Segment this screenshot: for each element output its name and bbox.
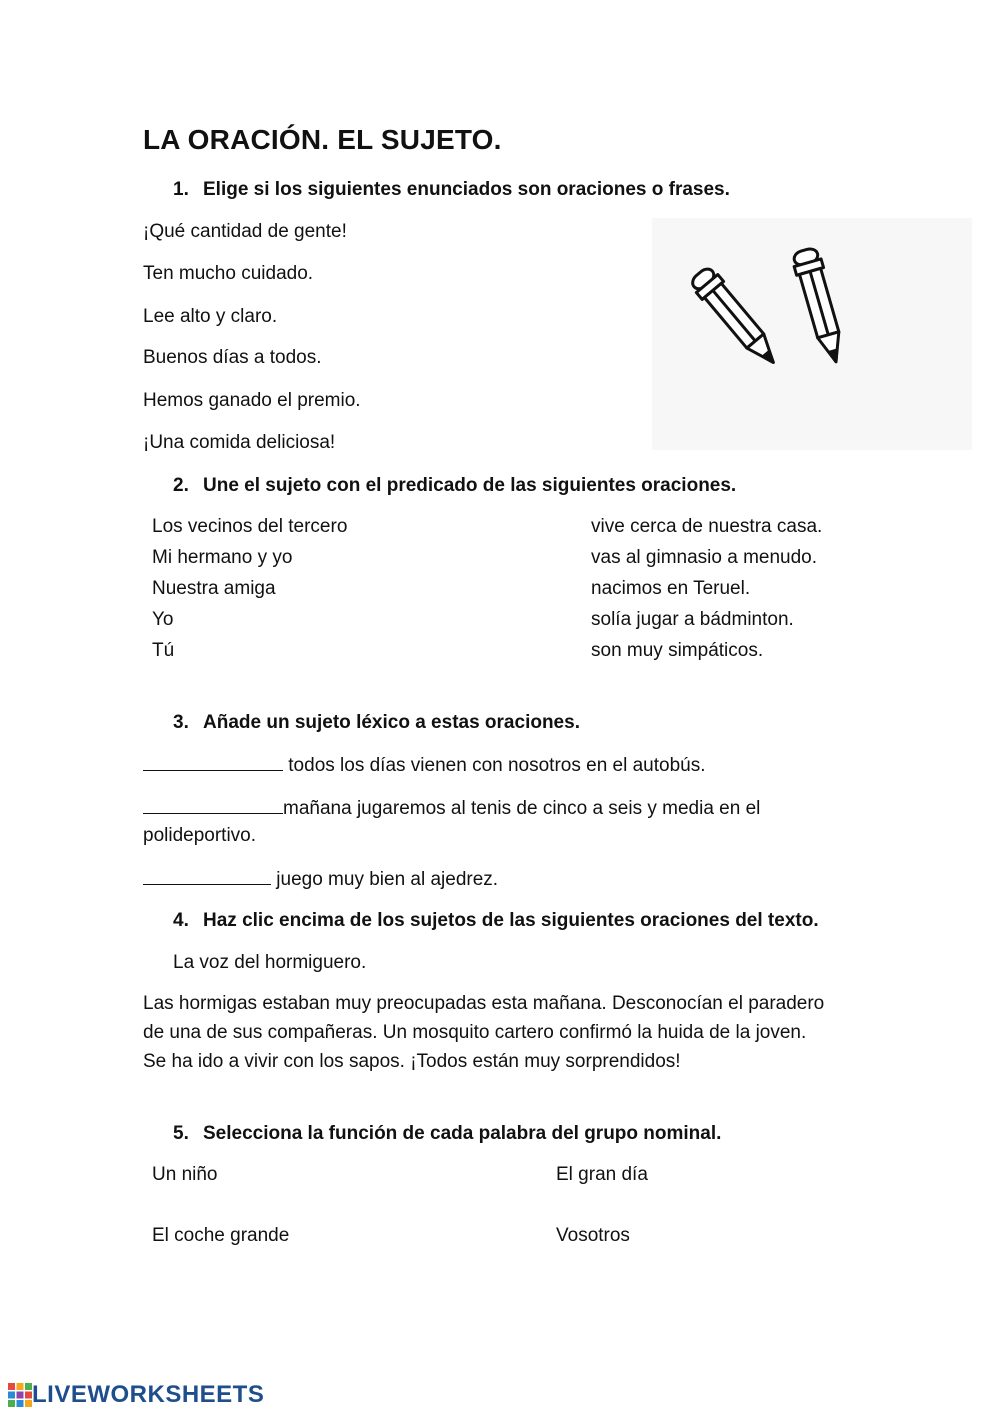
question-1-number: 1. [173,179,189,200]
story-line[interactable]: Se ha ido a vivir con los sapos. ¡Todos están muy sorprendidos! [143,1051,681,1072]
q2-subject[interactable]: Nuestra amiga [152,578,276,599]
q2-subject[interactable]: Tú [152,640,175,661]
q1-item[interactable]: Ten mucho cuidado. [143,263,314,284]
question-4-text: Haz clic encima de los sujetos de las siguientes oraciones del texto. [203,910,819,931]
blank-input[interactable] [143,754,283,771]
q2-subject[interactable]: Yo [152,609,174,630]
question-5-heading [173,1123,721,1145]
story-title: La voz del hormiguero. [173,952,367,973]
q5-group[interactable]: El coche grande [152,1225,290,1246]
q3-sentence-2 [143,797,760,820]
q2-subject[interactable]: Mi hermano y yo [152,547,293,568]
question-5-text: Selecciona la función de cada palabra del grupo nominal. [203,1123,722,1144]
q3-sentence-text: todos los días vienen con nosotros en el autobús. [288,755,706,776]
question-5-number: 5. [173,1123,189,1144]
q2-predicate[interactable]: son muy simpáticos. [591,640,764,661]
logo-wordmark: LIVEWORKSHEETS [32,1381,265,1408]
question-1-heading [173,179,730,201]
question-3-heading [173,712,580,734]
q5-group[interactable]: El gran día [556,1164,648,1185]
q1-item[interactable]: Lee alto y claro. [143,306,278,327]
q2-subject[interactable]: Los vecinos del tercero [152,516,348,537]
question-1-text: Elige si los siguientes enunciados son oraciones o frases. [203,179,730,200]
question-4-heading [173,910,819,932]
q1-item[interactable]: Buenos días a todos. [143,347,322,368]
story-line[interactable]: Las hormigas estaban muy preocupadas esta mañana. Desconocían el paradero [143,993,825,1014]
q3-sentence-text: mañana jugaremos al tenis de cinco a seis y media en el [283,798,761,819]
page-title: LA ORACIÓN. EL SUJETO. [143,124,502,155]
question-4-number: 4. [173,910,189,931]
q5-group[interactable]: Vosotros [556,1225,630,1246]
q3-sentence-3 [143,868,498,891]
q3-sentence-text: juego muy bien al ajedrez. [276,869,499,890]
story-line[interactable]: de una de sus compañeras. Un mosquito cartero confirmó la huida de la joven. [143,1022,807,1043]
blank-input[interactable] [143,868,271,885]
q3-sentence-2-cont: polideportivo. [143,825,257,846]
pencils-illustration [652,218,972,450]
q5-group[interactable]: Un niño [152,1164,218,1185]
pencils-icon [652,218,972,450]
blank-input[interactable] [143,797,283,814]
logo-grid-icon [8,1383,32,1407]
question-2-text: Une el sujeto con el predicado de las siguientes oraciones. [203,475,737,496]
question-2-heading [173,475,736,497]
q1-item[interactable]: ¡Qué cantidad de gente! [143,221,347,242]
q2-predicate[interactable]: vive cerca de nuestra casa. [591,516,823,537]
q2-predicate[interactable]: nacimos en Teruel. [591,578,751,599]
liveworksheets-logo [8,1381,264,1409]
q1-item[interactable]: ¡Una comida deliciosa! [143,432,336,453]
question-3-text: Añade un sujeto léxico a estas oraciones. [203,712,580,733]
q1-item[interactable]: Hemos ganado el premio. [143,390,361,411]
q2-predicate[interactable]: vas al gimnasio a menudo. [591,547,818,568]
q3-sentence-1 [143,754,706,777]
question-2-number: 2. [173,475,189,496]
question-3-number: 3. [173,712,189,733]
q2-predicate[interactable]: solía jugar a bádminton. [591,609,794,630]
